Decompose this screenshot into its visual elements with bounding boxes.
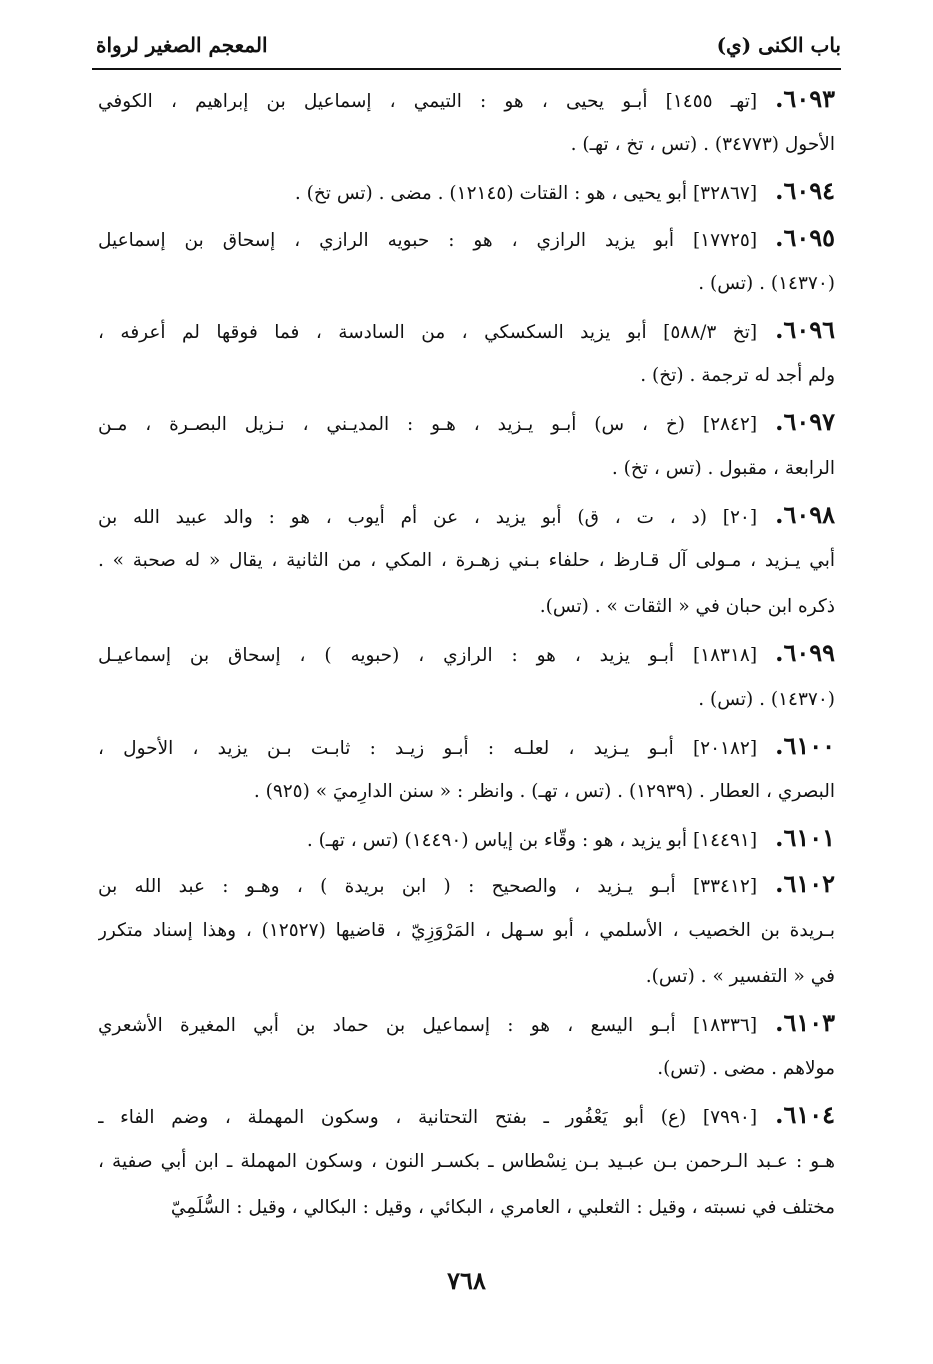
entry-text: (١٤٣٧٠) . (تس) . <box>698 688 835 710</box>
entry-text: الأحول (٣٤٧٧٣) . (تس ، تخ ، تهـ) . <box>570 134 835 156</box>
entry-line <box>98 217 835 259</box>
entry-line <box>98 632 835 674</box>
entry-number: ٦٠٩٨. <box>775 499 835 529</box>
entry-text: [١٧٧٢٥] أبو يزيد الرازي ، هو : حبويه الرازي ، إسحاق بن إسماعيل <box>98 229 758 251</box>
entry-line <box>98 170 835 212</box>
entry-text: مولاهم . مضى . (تس). <box>657 1058 835 1080</box>
header-rule <box>92 68 841 70</box>
entry-number: ٦٠٩٩. <box>775 638 835 668</box>
entry-line <box>98 910 835 952</box>
entry-line <box>98 586 835 628</box>
entry-text: هـو : عـبد الـرحمن بـن عبـيد بـن نِسْطاس ـ بكسـر النون ، وسكون المهملة ـ ابن أبي صفية ، <box>98 1150 835 1172</box>
entry-number: ٦١٠٤. <box>775 1100 835 1130</box>
entry-number: ٦١٠٢. <box>775 869 835 899</box>
entry-text: [تهـ ١٤٥٥] أبـو يحيى ، هو : التيمي ، إسماعيل بن إبراهيم ، الكوفي <box>98 91 758 112</box>
entry-number: ٦١٠٣. <box>775 1008 835 1037</box>
entry-number: ٦٠٩٧. <box>775 407 835 437</box>
book-title: المعجم الصغير لرواة <box>96 33 268 57</box>
entry-text: في « التفسير » . (تس). <box>645 965 835 987</box>
entry-text: [١٤٤٩١] أبو يزيد ، هو : وقّاء بن إياس (١٤٤٩٠) (تس ، تهـ) . <box>306 830 758 852</box>
entry-number: ٦١٠١. <box>775 823 835 853</box>
entry-text: ذكره ابن حبان في « الثقات » . (تس). <box>539 596 835 618</box>
entry-line <box>98 355 835 397</box>
entry-text: [١٨٣١٨] أبـو يزيد ، هو : الرازي ، (حبويه ) ، إسحاق بن إسماعيـل <box>98 645 758 667</box>
entry-line <box>98 494 835 536</box>
entry-text: [٢٠١٨٢] أبـو يـزيد ، لعلـه : أبـو زيـد : ثابـت بـن يزيد ، الأحول ، <box>98 737 758 759</box>
entry-text: [تخ ٥٨٨/٣] أبو يزيد السكسكي ، من السادسة ، فما فوقها لم أعرفه ، <box>98 322 758 343</box>
entry-line <box>98 1002 835 1044</box>
entries-body <box>98 78 835 1274</box>
entry-text: [١٨٣٣٦] أبـو اليسع ، هو : إسماعيل بن حماد بن أبي المغيرة الأشعري <box>98 1015 758 1036</box>
entry-line <box>98 540 835 582</box>
entry-text: [٧٩٩٠] (ع) أبو يَعْفُور ـ بفتح التحتانية ، وسكون المهملة ، وضم الفاء ـ <box>98 1107 758 1129</box>
entry-line <box>98 725 835 767</box>
entry-text: البصري ، العطار . (١٢٩٣٩) . (تس ، تهـ) . وانظر : « سنن الدارِميَ » (٩٢٥) . <box>253 781 835 802</box>
entry-line <box>98 771 835 813</box>
entry-text: مختلف في نسبته ، وقيل : الثعلبي ، العامري ، البكائي ، وقيل : البكالي ، وقيل : السُّلَمِيّ <box>170 1196 835 1218</box>
entry-line <box>98 863 835 905</box>
chapter-title: باب الكنى (ي) <box>716 33 841 57</box>
entry-line <box>98 309 835 351</box>
entry-text: [٣٣٤١٢] أبـو يـزيد ، والصحيح : ( ابن بريدة ) ، وهـو : عبد الله بن <box>98 876 758 898</box>
entry-line <box>98 263 835 305</box>
entry-line <box>98 1187 835 1229</box>
entry-number: ٦٠٩٣. <box>775 84 835 113</box>
entry-text: ولم أجد له ترجمة . (تخ) . <box>640 365 835 387</box>
entry-line <box>98 956 835 998</box>
entry-line <box>98 124 835 166</box>
entry-text: بـريدة بن الخصيب ، الأسلمي ، أبو سـهل ، المَرْوَزِيّ ، قاضيها (١٢٥٢٧) ، وهذا إسناد متكرر <box>98 919 835 941</box>
entry-number: ٦٠٩٤. <box>775 176 835 206</box>
entry-number: ٦٠٩٦. <box>775 315 835 344</box>
entry-line <box>98 401 835 443</box>
entry-line <box>98 817 835 859</box>
entry-line <box>98 679 835 721</box>
entry-number: ٦١٠٠. <box>775 730 835 760</box>
entry-line <box>98 1094 835 1136</box>
entry-text: [٣٢٨٦٧] أبو يحيى ، هو : القتات (١٢١٤٥) . مضى . (تس تخ) . <box>294 183 758 205</box>
running-header <box>96 28 841 62</box>
entry-line <box>98 1048 835 1090</box>
entry-line <box>98 78 835 120</box>
page-number: ٧٦٨ <box>447 1266 486 1295</box>
entry-line <box>98 1141 835 1183</box>
entry-text: (١٤٣٧٠) . (تس) . <box>698 272 835 294</box>
entry-text: الرابعة ، مقبول . (تس ، تخ) . <box>611 457 835 479</box>
entry-text: أبي يـزيد ، مـولى آل قـارظ ، حلفاء بـني زهـرة ، المكي ، من الثانية ، يقال « له صحبة » . <box>98 550 835 571</box>
entry-text: [٢٨٤٢] (خ ، س) أبـو يـزيد ، هـو : المديـني ، نـزيل البصـرة ، مـن <box>98 414 758 436</box>
entry-line <box>98 448 835 490</box>
entry-number: ٦٠٩٥. <box>775 222 835 252</box>
entry-text: [٢٠] (د ، ت ، ق) أبو يزيد ، عن أم أيوب ، هو : والد عبيد الله بن <box>98 506 758 528</box>
